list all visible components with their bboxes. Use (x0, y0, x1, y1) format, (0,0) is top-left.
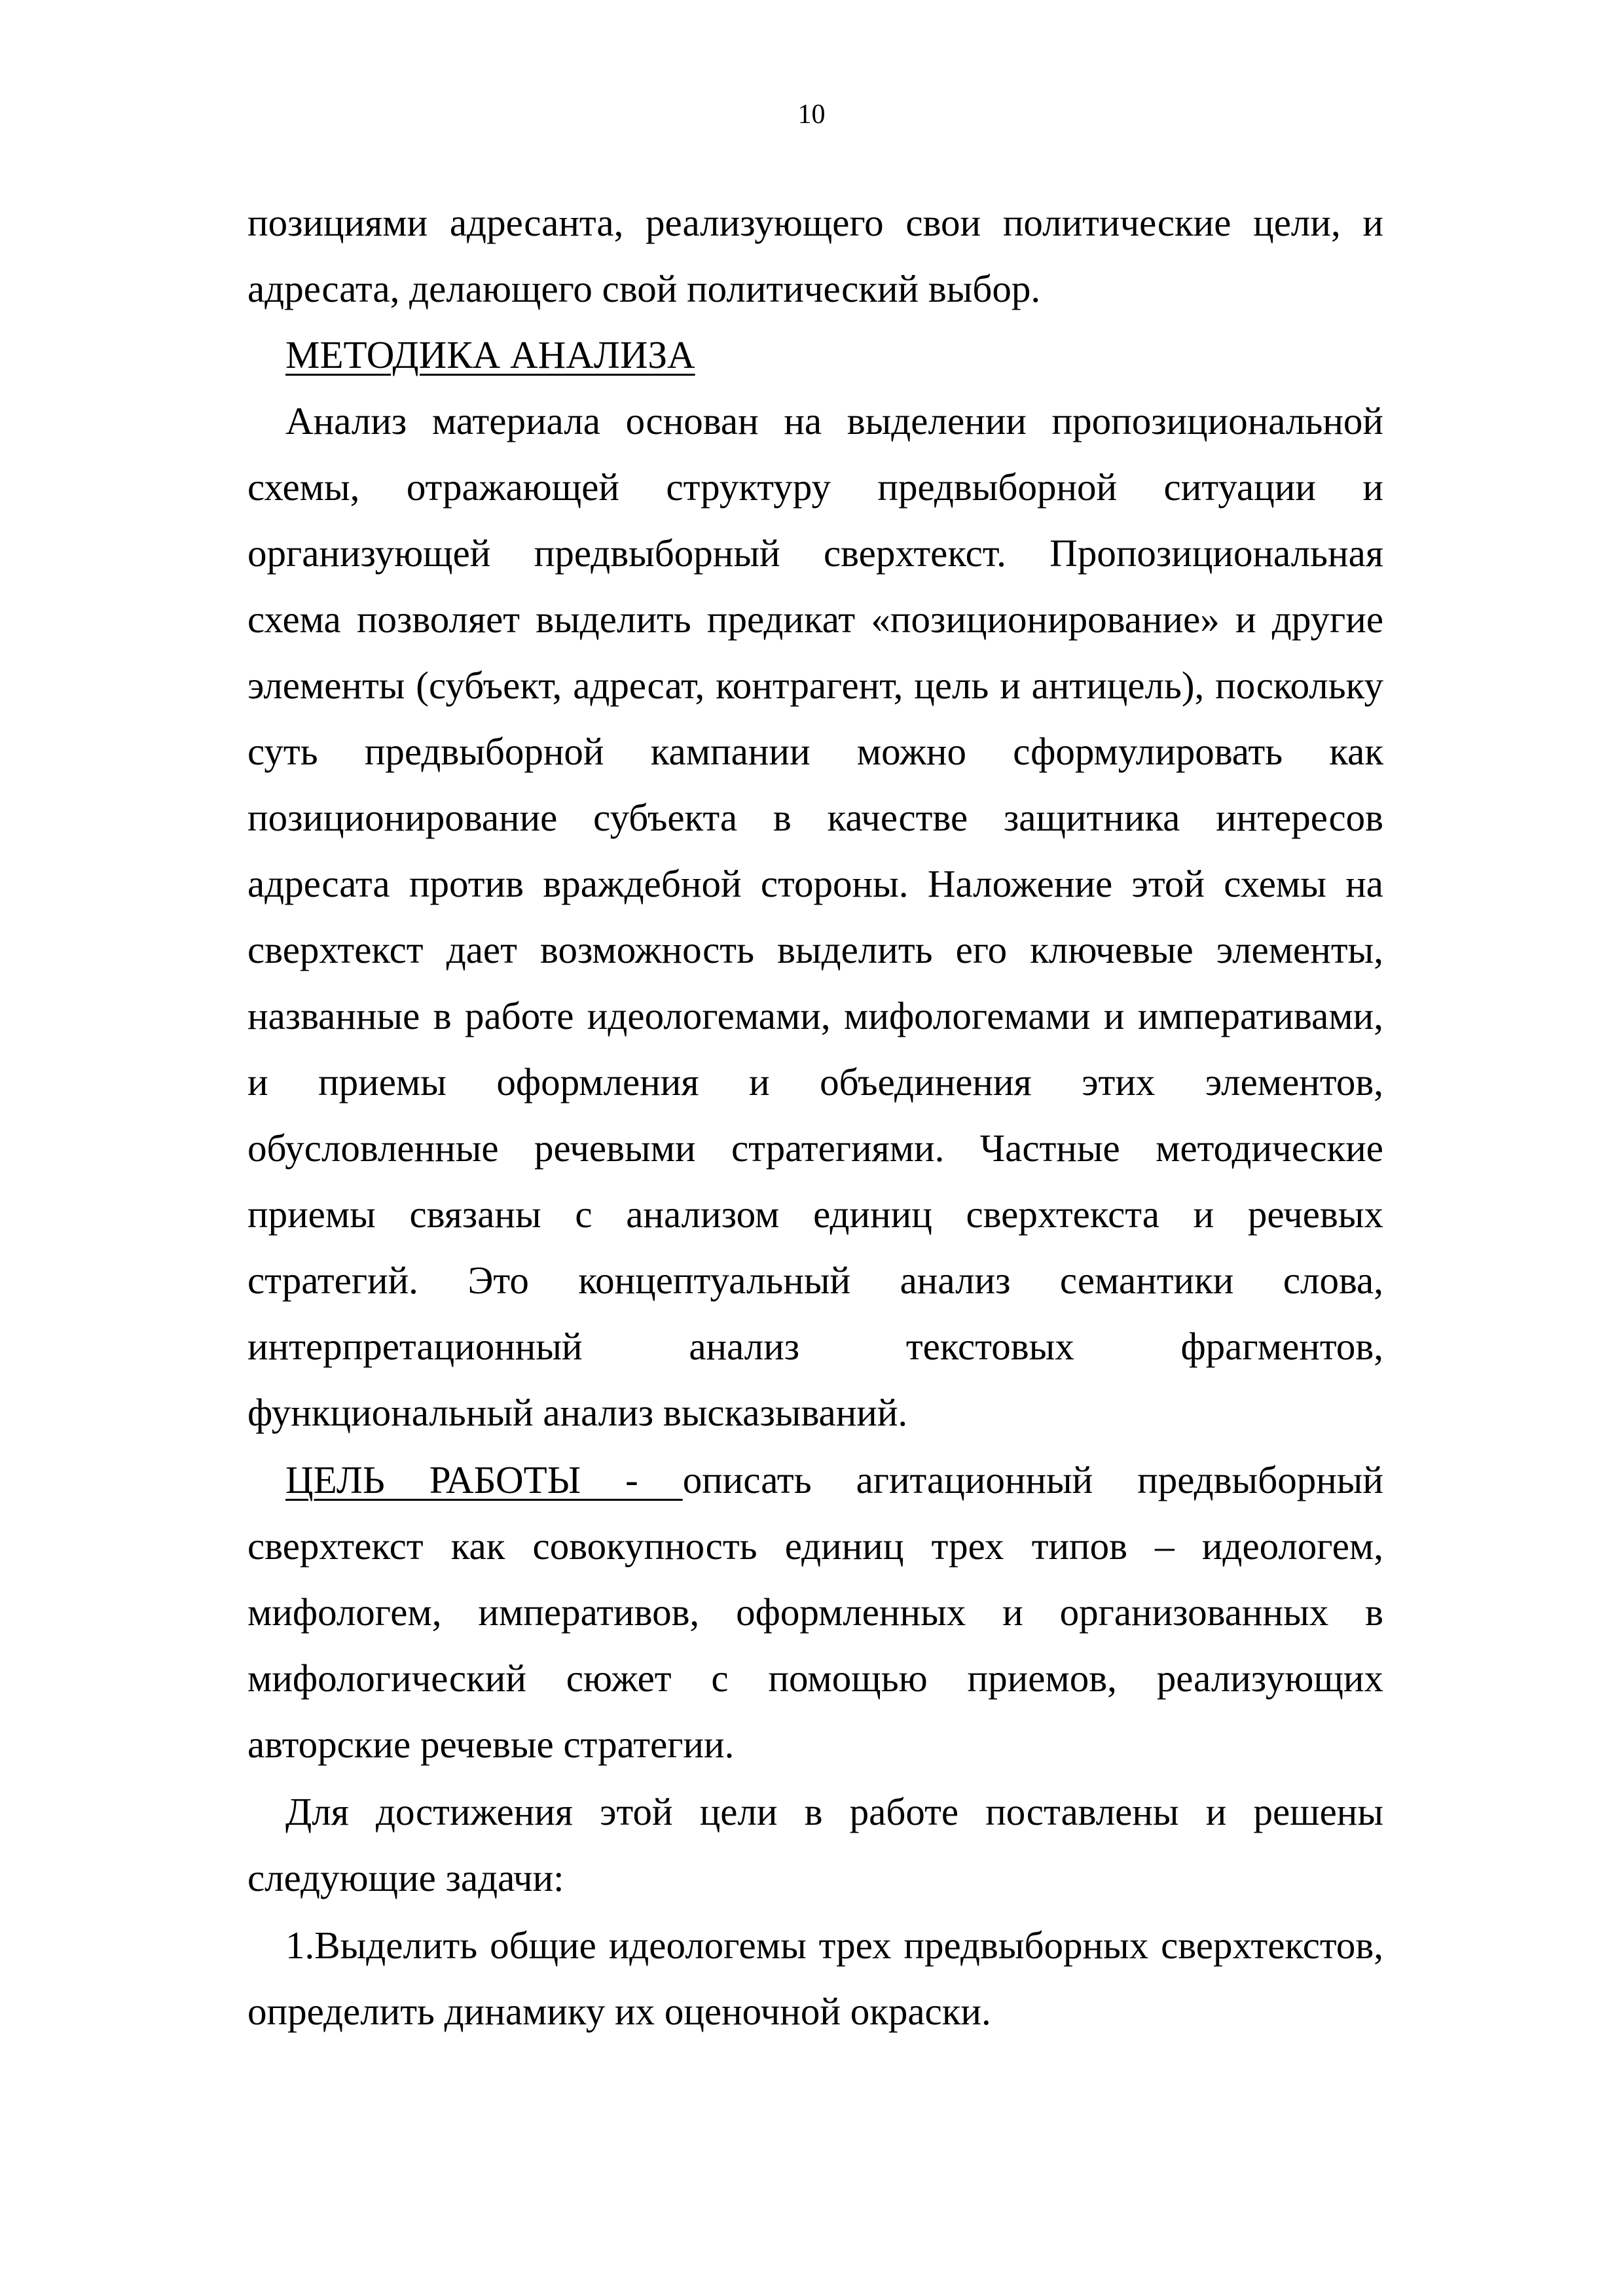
method-heading-text: МЕТОДИКА АНАЛИЗА (285, 333, 695, 376)
text-body (247, 190, 1383, 2045)
method-heading (247, 322, 1383, 388)
goal-paragraph (247, 1447, 1383, 1778)
task-1-paragraph: 1.Выделить общие идеологемы трех предвыборных сверхтекстов, определить динамику их оценочной окраски. (247, 1924, 1383, 2033)
intro-continuation-paragraph: позициями адресанта, реализующего свои политические цели, и адресата, делающего свой политический выбор. (247, 201, 1383, 310)
goal-text: описать агитационный предвыборный сверхтекст как совокупность единиц трех типов – идеологем, мифологем, императивов, оформленных и организованных в мифологический сюжет с помощью приемов, реализующих авторские речевые стратегии. (247, 1458, 1383, 1766)
page-number: 10 (797, 99, 826, 130)
tasks-intro-paragraph: Для достижения этой цели в работе поставлены и решены следующие задачи: (247, 1790, 1383, 1899)
goal-label: ЦЕЛЬ РАБОТЫ - (285, 1458, 683, 1501)
method-paragraph: Анализ материала основан на выделении пропозициональной схемы, отражающей структуру предвыборной ситуации и организующей предвыборный сверхтекст. Пропозициональная схема позволяет выделить предикат «позиционирование» и другие элементы (субъект, адресат, контрагент, цель и антицель), поскольку суть предвыборной кампании можно сформулировать как позиционирование субъекта в качестве защитника интересов адресата против враждебной стороны. Наложение этой схемы на сверхтекст дает возможность выделить его ключевые элементы, названные в работе идеологемами, мифологемами и императивами, и приемы оформления и объединения этих элементов, обусловленные речевыми стратегиями. Частные методические приемы связаны с анализом единиц сверхтекста и речевых стратегий. Это концептуальный анализ семантики слова, интерпретационный анализ текстовых фрагментов, функциональный анализ высказываний. (247, 399, 1383, 1434)
